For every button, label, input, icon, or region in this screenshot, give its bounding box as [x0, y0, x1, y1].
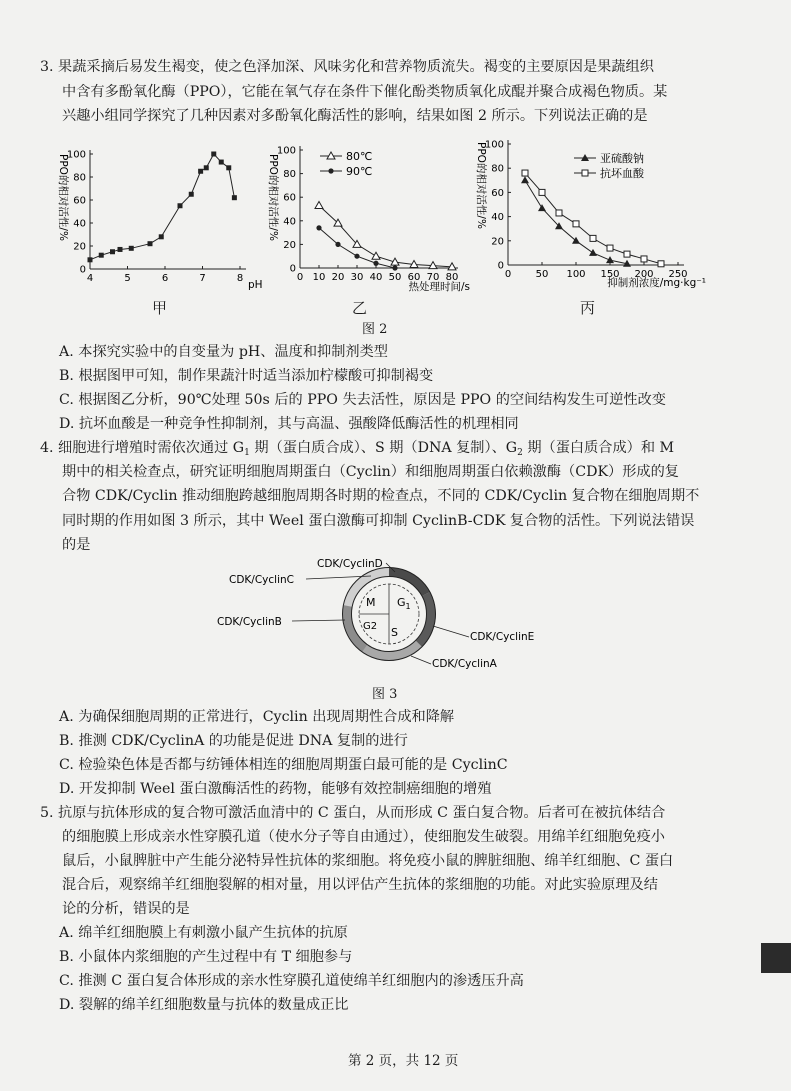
data-point — [335, 242, 340, 247]
q4-line-2: 期中的相关检查点，研究证明细胞周期蛋白（Cyclin）和细胞周期蛋白依赖激酶（CDK）形成的复 — [62, 464, 679, 480]
q4-line-1: 4. 细胞进行增殖时需依次通过 $G_1$ 期（蛋白质合成）、S 期（DNA 复制）、$G_2$ 期（蛋白质合成）和 M — [40, 440, 675, 458]
q5-option-b: B. 小鼠体内浆细胞的产生过程中有 T 细胞参与 — [59, 949, 353, 965]
q5-line-5: 论的分析，错误的是 — [62, 901, 190, 917]
data-point — [373, 261, 378, 266]
y-tick-label: 0 — [79, 264, 86, 276]
data-point — [129, 246, 134, 251]
phase-g2: G2 — [363, 621, 378, 632]
data-point — [372, 252, 380, 259]
data-point — [178, 203, 183, 208]
series-line — [90, 154, 234, 260]
q4-line-3: 合物 CDK/Cyclin 推动细胞跨越细胞周期各时期的检查点，不同的 CDK/Cyclin 复合物在细胞周期不 — [62, 488, 700, 504]
x-tick-label: 30 — [350, 272, 364, 283]
y-tick-label: 80 — [73, 172, 86, 184]
x-tick-label: 20 — [331, 272, 345, 283]
data-point — [606, 256, 614, 263]
data-point — [189, 192, 194, 197]
data-point — [590, 235, 596, 241]
data-point — [110, 249, 115, 254]
phase-s: S — [391, 626, 398, 639]
data-point — [204, 165, 209, 170]
y-tick-label: 60 — [283, 192, 296, 204]
q3-option-b: B. 根据图甲可知，制作果蔬汁时适当添加柠檬酸可抑制褐变 — [59, 368, 434, 384]
data-point — [99, 253, 104, 258]
q5-line-3: 鼠后，小鼠脾脏中产生能分泌特异性抗体的浆细胞。将免疫小鼠的脾脏细胞、绵羊红细胞、C 蛋白 — [62, 853, 674, 869]
q5-option-c: C. 推测 C 蛋白复合体形成的亲水性穿膜孔道使绵羊红细胞内的渗透压升高 — [59, 973, 524, 989]
data-point — [198, 169, 203, 174]
data-point — [88, 257, 93, 262]
q5-option-a: A. 绵羊红细胞膜上有刺激小鼠产生抗体的抗原 — [59, 925, 348, 941]
q5-line-2: 的细胞膜上形成亲水性穿膜孔道（使水分子等自由通过），使细胞发生破裂。用绵羊红细胞免疫小 — [62, 829, 665, 845]
legend-label: 90℃ — [346, 165, 373, 178]
y-tick-label: 80 — [283, 169, 296, 181]
chart-a-caption: 甲 — [152, 299, 168, 317]
data-point — [589, 249, 597, 256]
q4-line-5: 的是 — [62, 537, 91, 553]
cycle-ring — [343, 568, 436, 661]
cell-cycle-diagram — [205, 554, 565, 679]
x-tick-label: 70 — [426, 272, 440, 283]
page-edge-tab — [761, 943, 791, 973]
x-tick-label: 10 — [312, 272, 326, 283]
x-tick-label: 0 — [296, 272, 304, 283]
q4-option-c: C. 检验染色体是否都与纺锤体相连的细胞周期蛋白最可能的是 CyclinC — [59, 757, 508, 773]
q5-line-4: 混合后，观察绵羊红细胞裂解的相对量，用以评估产生抗体的浆细胞的功能。对此实验原理及结 — [62, 877, 658, 893]
q4-option-d: D. 开发抑制 Weel 蛋白激酶活性的药物，能够有效控制癌细胞的增殖 — [59, 781, 492, 797]
data-point — [316, 225, 321, 230]
y-tick-label: 40 — [491, 212, 504, 224]
y-tick-label: 60 — [491, 187, 504, 199]
series-line — [319, 205, 452, 266]
x-axis-label: 抑制剂浓度/mg·kg⁻¹ — [607, 277, 706, 289]
x-tick-label: 5 — [124, 273, 131, 284]
chart-c-inhibitor — [470, 134, 710, 294]
page-footer: 第 2 页，共 12 页 — [348, 1053, 459, 1069]
q4-option-b: B. 推测 CDK/CyclinA 的功能是促进 DNA 复制的进行 — [59, 733, 408, 749]
data-point — [232, 195, 237, 200]
x-tick-label: 40 — [369, 272, 383, 283]
legend-marker — [582, 170, 588, 176]
legend-label: 抗坏血酸 — [600, 167, 644, 180]
q3-line-2: 中含有多酚氧化酶（PPO），它能在氧气存在条件下催化酚类物质氧化成醌并聚合成褐色物质。某 — [62, 84, 668, 100]
x-tick-label: 250 — [668, 269, 688, 280]
y-axis-label: PPO的相对活性/% — [57, 154, 69, 241]
y-axis-label: PPO的相对活性/% — [267, 154, 279, 241]
x-tick-label: 7 — [199, 273, 206, 284]
data-point — [539, 189, 545, 195]
q5-line-1: 5. 抗原与抗体形成的复合物可激活血清中的 C 蛋白，从而形成 C 蛋白复合物。后者可在被抗体结合 — [40, 805, 666, 821]
x-tick-label: 6 — [161, 273, 169, 284]
data-point — [219, 160, 224, 165]
chart-b-caption: 乙 — [352, 299, 368, 317]
x-axis-label: 热处理时间/s — [408, 281, 470, 293]
data-point — [159, 234, 164, 239]
label-cyclin-c: CDK/CyclinC — [229, 574, 294, 586]
y-tick-label: 60 — [73, 195, 86, 207]
y-tick-label: 0 — [289, 263, 296, 275]
data-point — [641, 256, 647, 262]
y-tick-label: 0 — [497, 260, 504, 272]
y-tick-label: 20 — [491, 236, 504, 248]
q3-option-d: D. 抗坏血酸是一种竞争性抑制剂，其与高温、强酸降低酶活性的机理相同 — [59, 416, 519, 432]
q4-option-a: A. 为确保细胞周期的正常进行，Cyclin 出现周期性合成和降解 — [59, 709, 455, 725]
label-cyclin-a: CDK/CyclinA — [432, 658, 497, 670]
data-point — [573, 221, 579, 227]
x-tick-label: 50 — [535, 269, 549, 280]
label-cyclin-e: CDK/CyclinE — [470, 631, 535, 643]
legend-label: 80℃ — [346, 150, 373, 163]
x-tick-label: 0 — [504, 269, 512, 280]
x-tick-label: 4 — [86, 273, 94, 284]
q3-option-c: C. 根据图乙分析，90℃处理 50s 后的 PPO 失去活性，原因是 PPO 的空间结构发生可逆性改变 — [59, 392, 666, 408]
q3-line-3: 兴趣小组同学探究了几种因素对多酚氧化酶活性的影响，结果如图 2 所示。下列说法正确的是 — [62, 108, 648, 124]
data-point — [607, 245, 613, 251]
data-point — [392, 265, 397, 270]
x-tick-label: 50 — [388, 272, 402, 283]
ring-segment-a — [365, 644, 419, 656]
figure-3-label: 图 3 — [372, 687, 398, 702]
legend-marker — [328, 168, 333, 173]
q5-option-d: D. 裂解的绵羊红细胞数量与抗体的数量成正比 — [59, 997, 349, 1013]
chart-a-ph — [50, 142, 285, 292]
y-tick-label: 100 — [66, 149, 86, 161]
data-point — [522, 170, 528, 176]
phase-m: M — [366, 596, 376, 609]
data-point — [521, 176, 529, 183]
data-point — [624, 251, 630, 257]
data-point — [148, 241, 153, 246]
label-cyclin-b: CDK/CyclinB — [217, 616, 282, 628]
x-tick-label: 100 — [566, 269, 586, 280]
q3-line-1: 3. 果蔬采摘后易发生褐变，使之色泽加深、风味劣化和营养物质流失。褐变的主要原因是果蔬组织 — [40, 59, 654, 75]
y-tick-label: 80 — [491, 163, 504, 175]
data-point — [556, 210, 562, 216]
y-tick-label: 20 — [73, 241, 86, 253]
data-point — [118, 247, 123, 252]
chart-b-heat-time — [262, 140, 482, 295]
data-point — [315, 201, 323, 208]
x-tick-label: 150 — [600, 269, 620, 280]
phase-g1: $G_1$ — [397, 596, 411, 611]
data-point — [354, 254, 359, 259]
data-point — [658, 261, 664, 267]
x-axis-label: pH — [248, 279, 263, 291]
q4-line-4: 同时期的作用如图 3 所示，其中 Weel 蛋白激酶可抑制 CyclinB-CDK 复合物的活性。下列说法错误 — [62, 513, 695, 529]
data-point — [226, 165, 231, 170]
y-tick-label: 40 — [73, 218, 86, 230]
x-tick-label: 60 — [407, 272, 421, 283]
chart-c-caption: 丙 — [580, 299, 596, 317]
x-tick-label: 80 — [445, 272, 459, 283]
y-tick-label: 100 — [484, 139, 504, 151]
y-axis-label: PPO的相对活性/% — [475, 142, 487, 229]
x-tick-label: 8 — [236, 273, 244, 284]
figure-2-label: 图 2 — [362, 322, 388, 337]
label-cyclin-d: CDK/CyclinD — [317, 558, 383, 570]
legend-label: 亚硫酸钠 — [600, 152, 644, 165]
data-point — [211, 152, 216, 157]
q3-option-a: A. 本探究实验中的自变量为 pH、温度和抑制剂类型 — [59, 344, 388, 360]
y-tick-label: 100 — [276, 145, 296, 157]
x-tick-label: 200 — [634, 269, 654, 280]
data-point — [538, 204, 546, 211]
y-tick-label: 40 — [283, 216, 296, 228]
y-tick-label: 20 — [283, 239, 296, 251]
series-line — [319, 228, 395, 268]
